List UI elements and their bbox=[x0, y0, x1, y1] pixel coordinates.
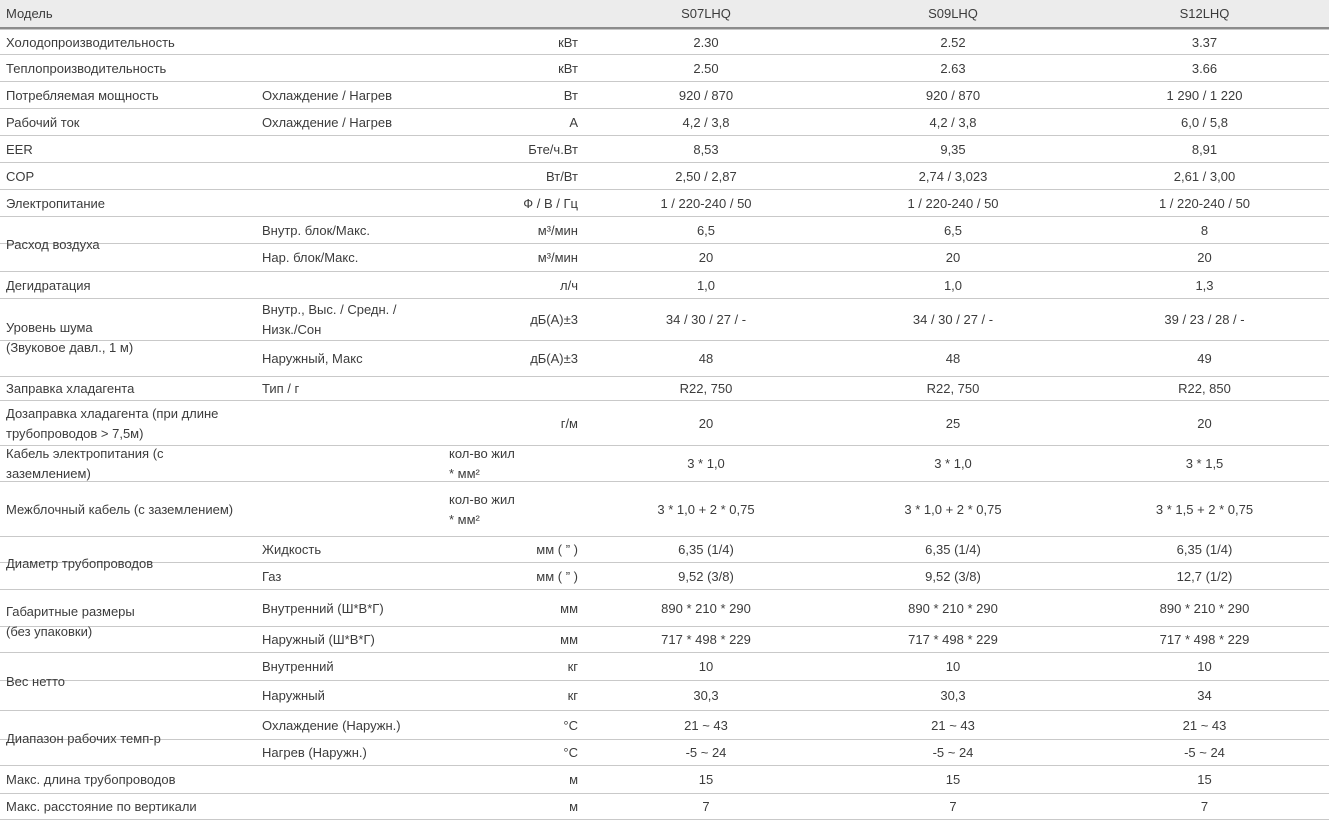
row-value-2: 30,3 bbox=[940, 688, 966, 703]
row-divider bbox=[0, 216, 1329, 217]
row-unit: кВт bbox=[558, 60, 578, 76]
row-value-1: 30,3 bbox=[693, 688, 719, 703]
row-param: (Звуковое давл., 1 м) bbox=[6, 340, 134, 355]
row-value-1: 890 * 210 * 290 bbox=[661, 600, 751, 616]
row-divider bbox=[0, 340, 1329, 341]
row-value-2: 20 bbox=[945, 250, 961, 265]
row-value-3: 20 bbox=[1197, 415, 1212, 431]
row-divider bbox=[0, 626, 1329, 627]
row-value-2: 9,35 bbox=[940, 141, 966, 157]
row-value-2: 6,35 (1/4) bbox=[925, 542, 981, 557]
row-value-1: 21 ~ 43 bbox=[684, 717, 728, 733]
row-value-1: R22, 750 bbox=[679, 381, 733, 396]
row-sub: Наружный, Макс bbox=[262, 351, 363, 366]
row-value-1: 20 bbox=[698, 415, 714, 431]
row-value-3: 8 bbox=[1200, 222, 1209, 238]
row-unit: мм bbox=[560, 600, 578, 616]
row-divider bbox=[0, 680, 1329, 681]
row-value-3: 6,35 (1/4) bbox=[1176, 542, 1233, 557]
row-value-1: 6,35 (1/4) bbox=[678, 542, 734, 557]
row-value-2: 3 * 1,0 bbox=[934, 456, 972, 471]
model-label: Модель bbox=[6, 6, 53, 21]
row-unit: кВт bbox=[558, 34, 578, 50]
row-param: заземлением) bbox=[6, 466, 91, 481]
row-divider bbox=[0, 81, 1329, 82]
row-value-1: 15 bbox=[698, 772, 714, 787]
row-divider bbox=[0, 376, 1329, 377]
row-value-1: 2.30 bbox=[693, 34, 719, 50]
row-value-2: R22, 750 bbox=[926, 381, 980, 396]
row-value-3: 1,3 bbox=[1195, 277, 1214, 293]
row-divider bbox=[0, 710, 1329, 711]
row-value-3: 21 ~ 43 bbox=[1182, 717, 1227, 733]
row-unit: Вт bbox=[563, 87, 578, 103]
row-sub: Газ bbox=[262, 568, 282, 584]
row-value-2: 2,74 / 3,023 bbox=[918, 168, 988, 184]
model-col-2: S09LHQ bbox=[928, 6, 978, 21]
row-param: Кабель электропитания (с bbox=[6, 446, 164, 461]
row-param: трубопроводов > 7,5м) bbox=[6, 425, 144, 441]
row-value-2: 15 bbox=[945, 772, 961, 787]
row-param: Теплопроизводительность bbox=[6, 60, 167, 76]
row-value-3: 12,7 (1/2) bbox=[1176, 568, 1233, 584]
row-sub: Охлаждение (Наружн.) bbox=[262, 717, 401, 733]
row-value-3: 3 * 1,5 bbox=[1185, 456, 1224, 471]
row-value-2: -5 ~ 24 bbox=[932, 745, 974, 760]
row-value-2: 890 * 210 * 290 bbox=[908, 600, 998, 616]
row-unit: м bbox=[569, 772, 578, 787]
row-sub: Охлаждение / Нагрев bbox=[262, 114, 393, 130]
model-col-1: S07LHQ bbox=[681, 6, 731, 21]
row-value-1: 9,52 (3/8) bbox=[678, 568, 734, 584]
row-value-2: 34 / 30 / 27 / - bbox=[912, 312, 994, 327]
row-param: Диаметр трубопроводов bbox=[6, 555, 154, 571]
row-value-1: 4,2 / 3,8 bbox=[682, 114, 730, 130]
row-value-2: 920 / 870 bbox=[925, 87, 981, 103]
row-value-3: -5 ~ 24 bbox=[1184, 745, 1225, 760]
row-value-3: 34 bbox=[1197, 688, 1212, 703]
row-param: Потребляемая мощность bbox=[6, 87, 159, 103]
row-value-3: R22, 850 bbox=[1178, 381, 1231, 396]
row-value-2: 6,5 bbox=[943, 222, 963, 238]
row-value-3: 15 bbox=[1197, 772, 1212, 787]
row-value-3: 3.66 bbox=[1191, 60, 1218, 76]
row-value-1: 7 bbox=[702, 799, 710, 814]
row-value-3: 3 * 1,5 + 2 * 0,75 bbox=[1155, 501, 1254, 517]
row-unit: Бте/ч.Вт bbox=[528, 141, 578, 157]
row-param: Габаритные размеры bbox=[6, 603, 135, 619]
row-value-3: 10 bbox=[1197, 659, 1212, 674]
row-param: Межблочный кабель (с заземлением) bbox=[6, 501, 234, 517]
row-unit: А bbox=[569, 114, 578, 130]
row-divider bbox=[0, 793, 1329, 794]
row-param: Холодопроизводительность bbox=[6, 34, 175, 50]
row-unit: * мм² bbox=[449, 466, 480, 481]
row-param: Рабочий ток bbox=[6, 114, 80, 130]
row-value-3: 7 bbox=[1200, 799, 1209, 814]
row-divider bbox=[0, 445, 1329, 446]
row-value-3: 2,61 / 3,00 bbox=[1173, 168, 1236, 184]
row-unit: дБ(А)±3 bbox=[530, 312, 578, 327]
row-value-3: 1 290 / 1 220 bbox=[1166, 87, 1243, 103]
row-divider bbox=[0, 739, 1329, 740]
row-value-1: 920 / 870 bbox=[678, 87, 734, 103]
row-param: Заправка хладагента bbox=[6, 381, 135, 396]
row-divider bbox=[0, 298, 1329, 299]
row-divider bbox=[0, 400, 1329, 401]
row-divider bbox=[0, 819, 1329, 820]
row-value-2: 21 ~ 43 bbox=[931, 717, 975, 733]
row-unit: дБ(А)±3 bbox=[530, 351, 578, 366]
row-value-2: 25 bbox=[945, 415, 961, 431]
row-value-2: 1 / 220-240 / 50 bbox=[907, 195, 999, 211]
row-value-1: 20 bbox=[698, 250, 714, 265]
row-divider bbox=[0, 589, 1329, 590]
row-value-1: 1,0 bbox=[696, 277, 716, 293]
row-sub: Наружный bbox=[262, 688, 325, 703]
row-unit: мм ( ” ) bbox=[536, 568, 578, 584]
row-unit: * мм² bbox=[449, 511, 480, 527]
row-unit: Ф / В / Гц bbox=[523, 195, 578, 211]
row-sub: Низк./Сон bbox=[262, 322, 322, 337]
row-value-1: 2.50 bbox=[693, 60, 719, 76]
row-unit: м³/мин bbox=[537, 222, 578, 238]
row-divider bbox=[0, 108, 1329, 109]
row-sub: Внутренний (Ш*В*Г) bbox=[262, 600, 384, 616]
row-value-3: 717 * 498 * 229 bbox=[1159, 632, 1250, 647]
table-header bbox=[0, 0, 1329, 30]
row-param: Электропитание bbox=[6, 195, 105, 211]
row-divider bbox=[0, 135, 1329, 136]
row-sub: Нагрев (Наружн.) bbox=[262, 745, 367, 760]
row-sub: Жидкость bbox=[262, 542, 322, 557]
row-divider bbox=[0, 29, 1329, 30]
row-divider bbox=[0, 162, 1329, 163]
row-unit: кол-во жил bbox=[449, 446, 515, 461]
row-value-3: 39 / 23 / 28 / - bbox=[1164, 312, 1245, 327]
row-value-1: 6,5 bbox=[696, 222, 716, 238]
row-value-1: 3 * 1,0 bbox=[687, 456, 725, 471]
row-unit: °C bbox=[563, 745, 578, 760]
row-divider bbox=[0, 54, 1329, 55]
row-divider bbox=[0, 652, 1329, 653]
row-sub: Внутренний bbox=[262, 659, 334, 674]
row-divider bbox=[0, 536, 1329, 537]
row-value-3: 49 bbox=[1197, 351, 1212, 366]
row-unit: °C bbox=[563, 717, 578, 733]
model-col-3: S12LHQ bbox=[1179, 6, 1230, 21]
row-divider bbox=[0, 562, 1329, 563]
row-value-2: 1,0 bbox=[943, 277, 963, 293]
row-param: Макс. расстояние по вертикали bbox=[6, 799, 197, 814]
row-value-3: 20 bbox=[1197, 250, 1212, 265]
row-value-2: 717 * 498 * 229 bbox=[908, 632, 998, 647]
row-value-3: 1 / 220-240 / 50 bbox=[1158, 195, 1251, 211]
row-value-1: 3 * 1,0 + 2 * 0,75 bbox=[657, 501, 755, 517]
row-unit: м³/мин bbox=[537, 250, 578, 265]
row-value-2: 2.52 bbox=[940, 34, 966, 50]
row-param: Вес нетто bbox=[6, 674, 65, 689]
row-unit: кол-во жил bbox=[449, 491, 515, 507]
row-divider bbox=[0, 271, 1329, 272]
row-value-3: 8,91 bbox=[1191, 141, 1218, 157]
row-value-1: 48 bbox=[698, 351, 714, 366]
row-param: Дозаправка хладагента (при длине bbox=[6, 405, 219, 421]
row-value-2: 7 bbox=[949, 799, 957, 814]
row-sub: Охлаждение / Нагрев bbox=[262, 87, 393, 103]
row-param: Макс. длина трубопроводов bbox=[6, 772, 176, 787]
row-sub: Внутр. блок/Макс. bbox=[262, 222, 371, 238]
row-value-1: 717 * 498 * 229 bbox=[661, 632, 751, 647]
row-unit: Вт/Вт bbox=[546, 168, 578, 184]
row-sub: Наружный (Ш*В*Г) bbox=[262, 632, 375, 647]
row-value-2: 9,52 (3/8) bbox=[925, 568, 981, 584]
row-unit: кг bbox=[567, 688, 578, 703]
row-value-1: 1 / 220-240 / 50 bbox=[660, 195, 752, 211]
row-param: EER bbox=[6, 141, 33, 157]
row-unit: мм bbox=[560, 632, 578, 647]
row-param: Дегидратация bbox=[6, 277, 91, 293]
row-value-1: 8,53 bbox=[693, 141, 719, 157]
row-param: Диапазон рабочих темп-р bbox=[6, 730, 161, 746]
row-sub: Тип / г bbox=[262, 381, 300, 396]
row-value-1: -5 ~ 24 bbox=[685, 745, 727, 760]
row-unit: л/ч bbox=[560, 277, 578, 293]
row-sub: Нар. блок/Макс. bbox=[262, 250, 359, 265]
row-value-3: 3.37 bbox=[1191, 34, 1218, 50]
row-value-1: 34 / 30 / 27 / - bbox=[665, 312, 747, 327]
row-value-1: 2,50 / 2,87 bbox=[675, 168, 737, 184]
row-value-1: 10 bbox=[698, 659, 714, 674]
row-param: (без упаковки) bbox=[6, 623, 93, 639]
row-value-3: 890 * 210 * 290 bbox=[1159, 600, 1250, 616]
row-value-2: 3 * 1,0 + 2 * 0,75 bbox=[904, 501, 1002, 517]
row-unit: г/м bbox=[560, 415, 578, 431]
row-value-2: 2.63 bbox=[940, 60, 966, 76]
row-value-2: 4,2 / 3,8 bbox=[929, 114, 977, 130]
row-param: COP bbox=[6, 168, 35, 184]
row-param: Расход воздуха bbox=[6, 236, 100, 252]
row-param: Уровень шума bbox=[6, 320, 93, 335]
row-divider bbox=[0, 189, 1329, 190]
row-divider bbox=[0, 243, 1329, 244]
row-divider bbox=[0, 765, 1329, 766]
row-unit: м bbox=[569, 799, 578, 814]
row-sub: Внутр., Выс. / Средн. / bbox=[262, 302, 397, 317]
row-unit: мм ( ” ) bbox=[536, 542, 578, 557]
row-unit: кг bbox=[567, 659, 578, 674]
row-value-2: 10 bbox=[945, 659, 961, 674]
row-value-2: 48 bbox=[945, 351, 961, 366]
row-value-3: 6,0 / 5,8 bbox=[1181, 114, 1228, 130]
row-divider bbox=[0, 481, 1329, 482]
